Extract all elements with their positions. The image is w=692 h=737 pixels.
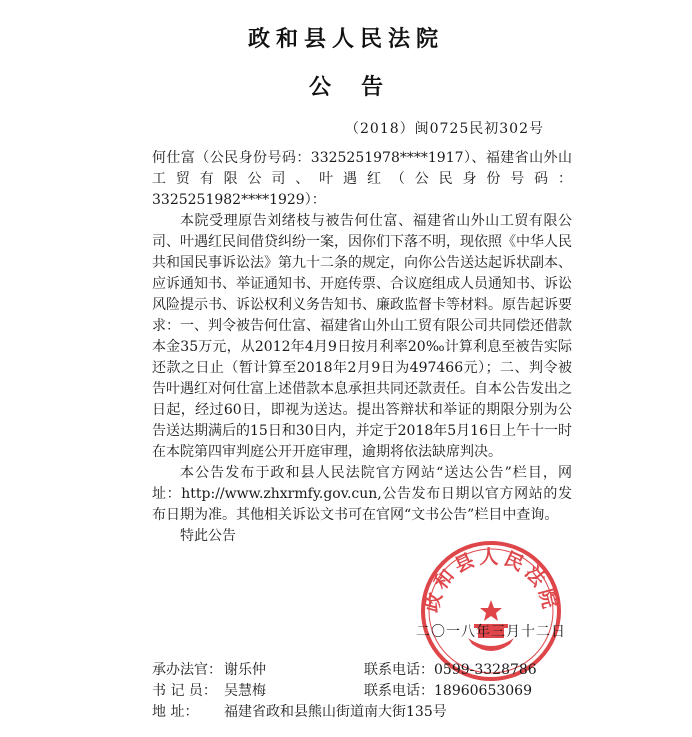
parties-paragraph: 何仕富（公民身份号码：3325251978****1917）、福建省山外山工贸有限公司、叶遇红（公民身份号码：3325251982****1929）： [152, 150, 572, 208]
judge-label: 承办法官： [152, 662, 222, 678]
phone2-row [364, 681, 532, 702]
notice-title: 公告 [308, 75, 413, 100]
clerk-label: 书 记 员： [152, 683, 217, 699]
clerk-row [152, 681, 266, 702]
court-name: 政和县人民法院 [247, 27, 444, 52]
content-paragraph-1: 本院受理原告刘绪枝与被告何仕富、福建省山外山工贸有限公司、叶遇红民间借贷纠纷一案，因你们下落不明，现依照《中华人民共和国民事诉讼法》第九十二条的规定，向你公告送达起诉状副本、应诉通知书、举证通知书、开庭传票、合议庭组成人员通知书、诉讼风险提示书、诉讼权利义务告知书、廉政监督卡等材料。原告起诉要求：一、判令被告何仕富、福建省山外山工贸有限公司共同偿还借款本金35万元，从2012年4月9日按月利率20‰计算利息至被告实际还款之日止（暂计算至2018年2月9日为497466元）；二、判令被告叶遇红对何仕富上述借款本息承担共同还款责任。自本公告发出之日起，经过60日，即视为送达。提出答辩状和举证的期限分别为公告送达期满后的15日和30日内，并定于2018年5月16日上午十一时在本院第四审判庭公开开庭审理，逾期将依法缺席判决。 [152, 213, 572, 460]
address-value: 福建省政和县熊山街道南大街135号 [224, 704, 447, 720]
judge-name: 谢乐仲 [224, 662, 266, 678]
closing-text: 特此公告 [180, 528, 236, 544]
case-number: （2018）闽0725民初302号 [345, 121, 544, 137]
judge-row [152, 660, 266, 681]
phone2-label: 联系电话： [364, 683, 434, 699]
address-row [152, 702, 447, 723]
svg-text:政和县人民法院: 政和县人民法院 [420, 546, 562, 615]
clerk-name: 吴慧梅 [224, 683, 266, 699]
phone1-row [364, 660, 537, 681]
notice-date: 二〇一八年三月十二日 [416, 624, 566, 640]
notice-body [152, 148, 572, 547]
phone1-value: 0599-3328786 [434, 662, 537, 678]
address-label: 地 址： [152, 704, 199, 720]
content-paragraph-2: 本公告发布于政和县人民法院官方网站“送达公告”栏目，网址：http://www.zhxrmfy.gov.cun,公告发布日期以官方网站的发布日期为准。其他相关诉讼文书可在官网“文书公告”栏目中查询。 [152, 465, 572, 523]
phone1-label: 联系电话： [364, 662, 434, 678]
phone2-value: 18960653069 [434, 683, 532, 699]
